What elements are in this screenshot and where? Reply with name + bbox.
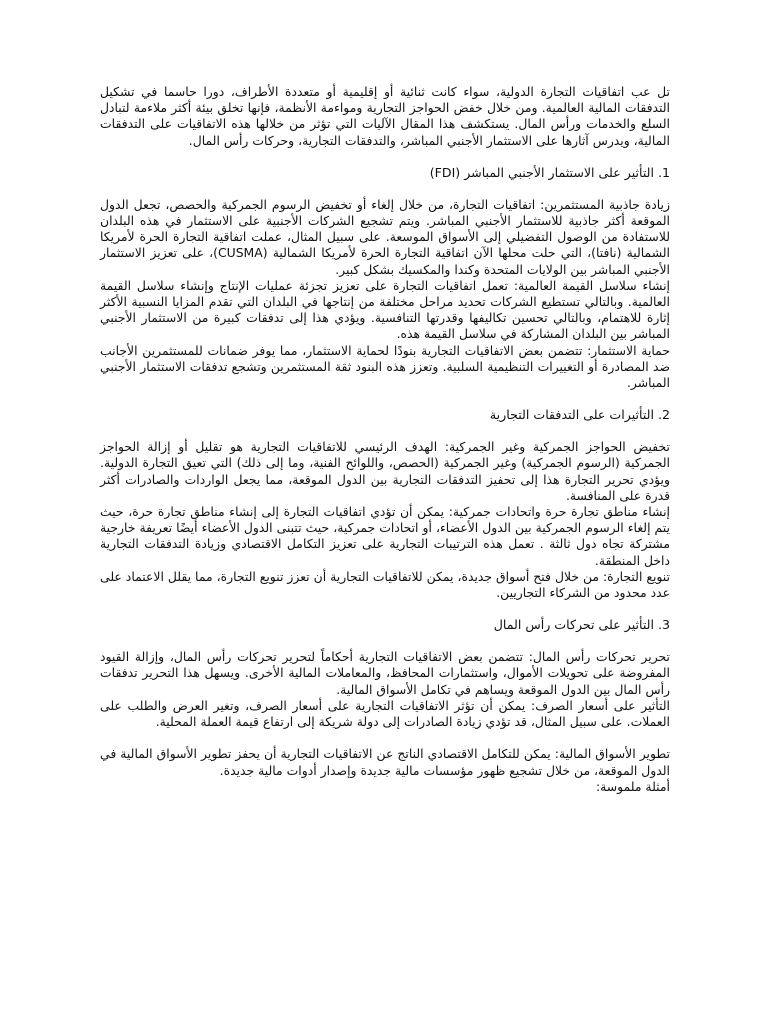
intro-text: تل عب اتفاقيات التجارة الدولية، سواء كانت ثنائية أو إقليمية أو متعددة الأطراف، دورا حاسما في تشكيل التدفقات المالية العالمية. ومن خلال خفض الحواجز التجارية ومواءمة الأنظمة، فإنها تخلق بيئة أكثر ملاءمة لتبادل السلع والخدمات ورأس المال. يستكشف هذا المقال الآليات التي تؤثر من خلالها هذه الاتفاقيات على التدفقات المالية، ويدرس آثارها على الاستثمار الأجنبي المباشر، والتدفقات التجارية، وحركات رأس المال. xyxy=(100,84,670,148)
paragraph-global-value-chains: إنشاء سلاسل القيمة العالمية: تعمل اتفاقيات التجارة على تعزيز تجزئة عمليات الإنتاج وإنشاء سلاسل القيمة العالمية. وبالتالي تستطيع الشركات تحديد مراحل مختلفة من إنتاجها في البلدان التي تقدم المزايا النسبية الأكثر إثارة للاهتمام، وبالتالي تحسين تكاليفها وقدرتها التنافسية. ويؤدي هذا إلى تدفقات كبيرة من الاستثمار الأجنبي المباشر بين البلدان المشاركة في سلاسل القيمة هذه. xyxy=(100,277,670,342)
paragraph-tariff-reduction: تخفيض الحواجز الجمركية وغير الجمركية: الهدف الرئيسي للاتفاقيات التجارية هو تقليل أو إزالة الحواجز الجمركية (الرسوم الجمركية) وغير الجمركية (الحصص، واللوائح الفنية، وما إلى ذلك) التي تعيق التجارة الدولية. ويؤدي تحرير التجارة هذا إلى تحفيز التدفقات التجارية بين الدول الموقعة، مما يجعل الواردات والصادرات أكثر قدرة على المنافسة. xyxy=(100,439,670,503)
intro-paragraph xyxy=(100,84,670,149)
concrete-examples-label: أمثلة ملموسة: xyxy=(595,778,670,794)
paragraph-financial-markets: تطوير الأسواق المالية: يمكن للتكامل الاقتصادي الناتج عن الاتفاقيات التجارية أن يحفز تطوير الأسواق المالية في الدول الموقعة، من خلال تشجيع ظهور مؤسسات مالية جديدة وإصدار أدوات مالية جديدة. xyxy=(100,746,670,778)
paragraph-capital-liberalization: تحرير تحركات رأس المال: تتضمن بعض الاتفاقيات التجارية أحكاماً لتحرير تحركات رأس المال، وإزالة القيود المفروضة على تحويلات الأموال، واستثمارات المحافظ، والمعاملات المالية الأخرى. ويسهل هذا التحرير تدفقات رأس المال بين الدول الموقعة ويساهم في تكامل الأسواق المالية. xyxy=(100,649,670,697)
paragraph-investment-protection: حماية الاستثمار: تتضمن بعض الاتفاقيات التجارية بنودًا لحماية الاستثمار، مما يوفر ضمانات للمستثمرين الأجانب ضد المصادرة أو التغييرات التنظيمية السلبية. وتعزز هذه البنود ثقة المستثمرين وتشجع تدفقات الاستثمار الأجنبي المباشر. xyxy=(100,342,670,391)
paragraph-exchange-rates: التأثير على أسعار الصرف: يمكن أن تؤثر الاتفاقيات التجارية على أسعار الصرف، وتغير العرض والطلب على العملات. على سبيل المثال، قد تؤدي زيادة الصادرات إلى دولة شريكة إلى ارتفاع قيمة العملة المحلية. xyxy=(100,697,670,730)
section-1-body xyxy=(100,197,670,391)
paragraph-investor-attractiveness: زيادة جاذبية المستثمرين: اتفاقيات التجارة، من خلال إلغاء أو تخفيض الرسوم الجمركية والحصص، تجعل الدول الموقعة أكثر جاذبية للاستثمار الأجنبي المباشر. ويتم تشجيع الشركات الأجنبية على الاستثمار في هذه البلدان للاستفادة من الوصول التفضيلي إلى الأسواق الموسعة. على سبيل المثال، عملت اتفاقية التجارة الحرة لأمريكا الشمالية (نافتا)، التي حلت محلها الآن اتفاقية التجارة الحرة لأمريكا الشمالية (CUSMA)، على تعزيز الاستثمار الأجنبي المباشر بين الولايات المتحدة وكندا والمكسيك بشكل كبير. xyxy=(100,196,670,277)
section-3-heading: 3. التأثير على تحركات رأس المال xyxy=(493,617,670,633)
section-3-body-a xyxy=(100,649,670,730)
section-2-heading: 2. التأثيرات على التدفقات التجارية xyxy=(489,407,670,423)
section-1-heading: 1. التأثير على الاستثمار الأجنبي المباشر (FDI) xyxy=(429,164,670,180)
section-2-body xyxy=(100,439,670,601)
paragraph-trade-diversification: تنويع التجارة: من خلال فتح أسواق جديدة، يمكن للاتفاقيات التجارية أن تعزز تنويع التجارة، مما يقلل الاعتماد على عدد محدود من الشركاء التجاريين. xyxy=(100,568,670,601)
paragraph-free-trade-zones: إنشاء مناطق تجارة حرة واتحادات جمركية: يمكن أن تؤدي اتفاقيات التجارة إلى إنشاء مناطق تجارة حرة، حيث يتم إلغاء الرسوم الجمركية بين الدول الأعضاء، أو اتحادات جمركية، حيث تتبنى الدول الأعضاء أيضًا تعريفة خارجية مشتركة تجاه دول ثالثة . تعمل هذه الترتيبات التجارية على تعزيز التكامل الاقتصادي وزيادة التدفقات التجارية داخل المنطقة. xyxy=(100,504,670,568)
section-3-body-b xyxy=(100,746,670,795)
